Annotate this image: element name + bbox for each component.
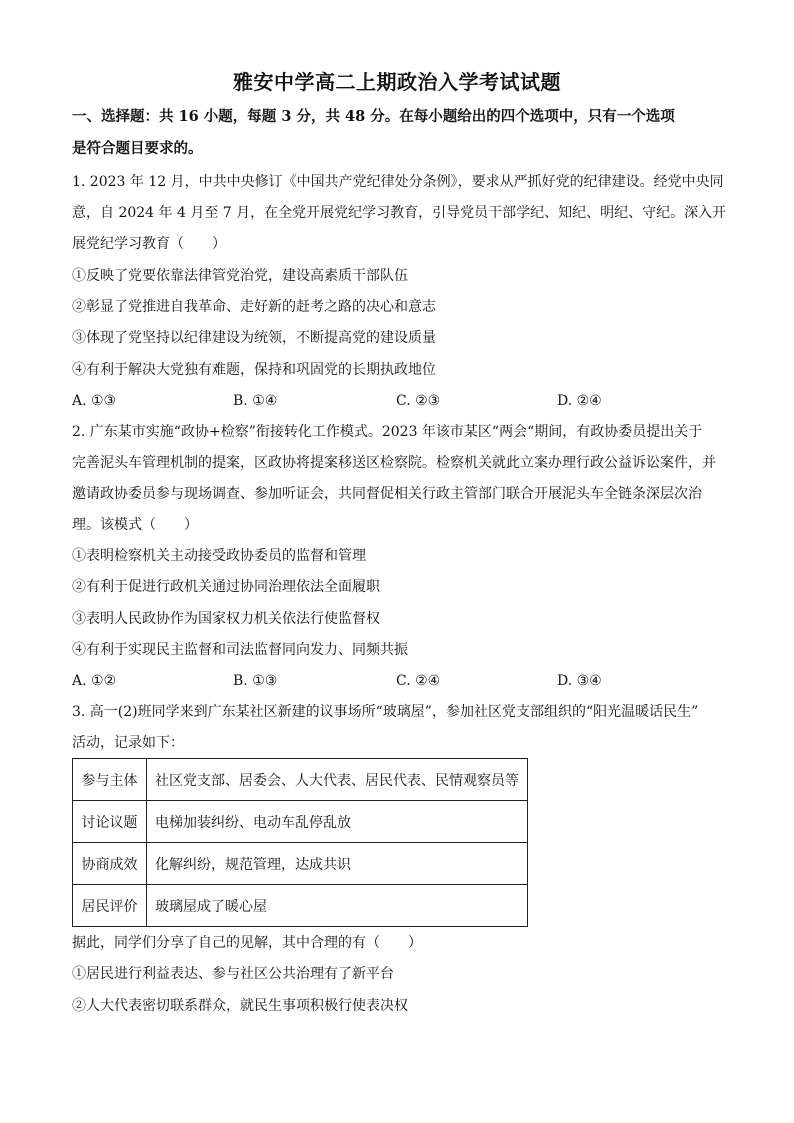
table-value-cell: 玻璃屋成了暖心屋	[147, 885, 528, 927]
table-value-cell: 电梯加装纠纷、电动车乱停乱放	[147, 801, 528, 843]
q2-option-c[interactable]: C. ②④	[396, 673, 441, 689]
q2-stem-line-4: 理。该模式（ ）	[72, 517, 198, 533]
page-title: 雅安中学高二上期政治入学考试试题	[233, 70, 561, 94]
table-row	[73, 801, 528, 843]
q1-item-3: ③体现了党坚持以纪律建设为统领，不断提高党的建设质量	[72, 330, 436, 346]
q3-item-1: ①居民进行利益表达、参与社区公共治理有了新平台	[72, 966, 394, 982]
table-row	[73, 759, 528, 801]
q1-stem-line-2: 意，自 2024 年 4 月至 7 月，在全党开展党纪学习教育，引导党员干部学纪、知纪、明纪、守纪。深入开	[72, 205, 727, 221]
table-value-cell: 社区党支部、居委会、人大代表、居民代表、民情观察员等	[147, 759, 528, 801]
q1-option-c[interactable]: C. ②③	[396, 393, 441, 409]
activity-record-table	[72, 758, 528, 927]
table-key-cell: 讨论议题	[73, 801, 147, 843]
table-key-cell: 居民评价	[73, 885, 147, 927]
table-row	[73, 843, 528, 885]
q1-option-d[interactable]: D. ②④	[557, 393, 602, 409]
q1-option-b[interactable]: B. ①④	[233, 393, 278, 409]
q1-item-2: ②彰显了党推进自我革命、走好新的赶考之路的决心和意志	[72, 299, 436, 315]
q3-item-2: ②人大代表密切联系群众，就民生事项积极行使表决权	[72, 998, 408, 1014]
q3-stem-line-2: 活动，记录如下：	[72, 735, 184, 751]
section-heading-line-1: 一、选择题：共 16 小题，每题 3 分，共 48 分。在每小题给出的四个选项中，只有一个选项	[72, 108, 675, 125]
table-key-cell: 协商成效	[73, 843, 147, 885]
q2-stem-line-3: 邀请政协委员参与现场调查、参加听证会，共同督促相关行政主管部门联合开展泥头车全链条深层次治	[72, 486, 702, 502]
q1-stem-line-1: 1. 2023 年 12 月，中共中央修订《中国共产党纪律处分条例》，要求从严抓好党的纪律建设。经党中央同	[72, 174, 724, 190]
table-key-cell: 参与主体	[73, 759, 147, 801]
q1-item-1: ①反映了党要依靠法律管党治党，建设高素质干部队伍	[72, 268, 408, 284]
table-row	[73, 885, 528, 927]
q2-item-4: ④有利于实现民主监督和司法监督同向发力、同频共振	[72, 642, 408, 658]
q2-stem-line-2: 完善泥头车管理机制的提案，区政协将提案移送区检察院。检察机关就此立案办理行政公益诉讼案件，并	[72, 455, 716, 471]
q1-option-a[interactable]: A. ①③	[72, 393, 117, 409]
q2-stem-line-1: 2. 广东某市实施“政协+检察”衔接转化工作模式。2023 年该市某区“两会“期间，有政协委员提出关于	[72, 424, 703, 440]
q2-option-a[interactable]: A. ①②	[72, 673, 117, 689]
q2-item-3: ③表明人民政协作为国家权力机关依法行使监督权	[72, 611, 380, 627]
section-heading-line-2: 是符合题目要求的。	[72, 140, 203, 157]
q2-option-b[interactable]: B. ①③	[233, 673, 278, 689]
q1-item-4: ④有利于解决大党独有难题，保持和巩固党的长期执政地位	[72, 362, 436, 378]
table-value-cell: 化解纠纷，规范管理，达成共识	[147, 843, 528, 885]
q1-stem-line-3: 展党纪学习教育（ ）	[72, 236, 226, 252]
q3-prompt: 据此，同学们分享了自己的见解，其中合理的有（ ）	[72, 935, 422, 951]
q2-item-2: ②有利于促进行政机关通过协同治理依法全面履职	[72, 579, 380, 595]
q3-stem-line-1: 3. 高一(2)班同学来到广东某社区新建的议事场所“玻璃屋”，参加社区党支部组织的“阳光温暖话民生”	[72, 704, 699, 720]
q2-item-1: ①表明检察机关主动接受政协委员的监督和管理	[72, 548, 366, 564]
q2-option-d[interactable]: D. ③④	[557, 673, 602, 689]
